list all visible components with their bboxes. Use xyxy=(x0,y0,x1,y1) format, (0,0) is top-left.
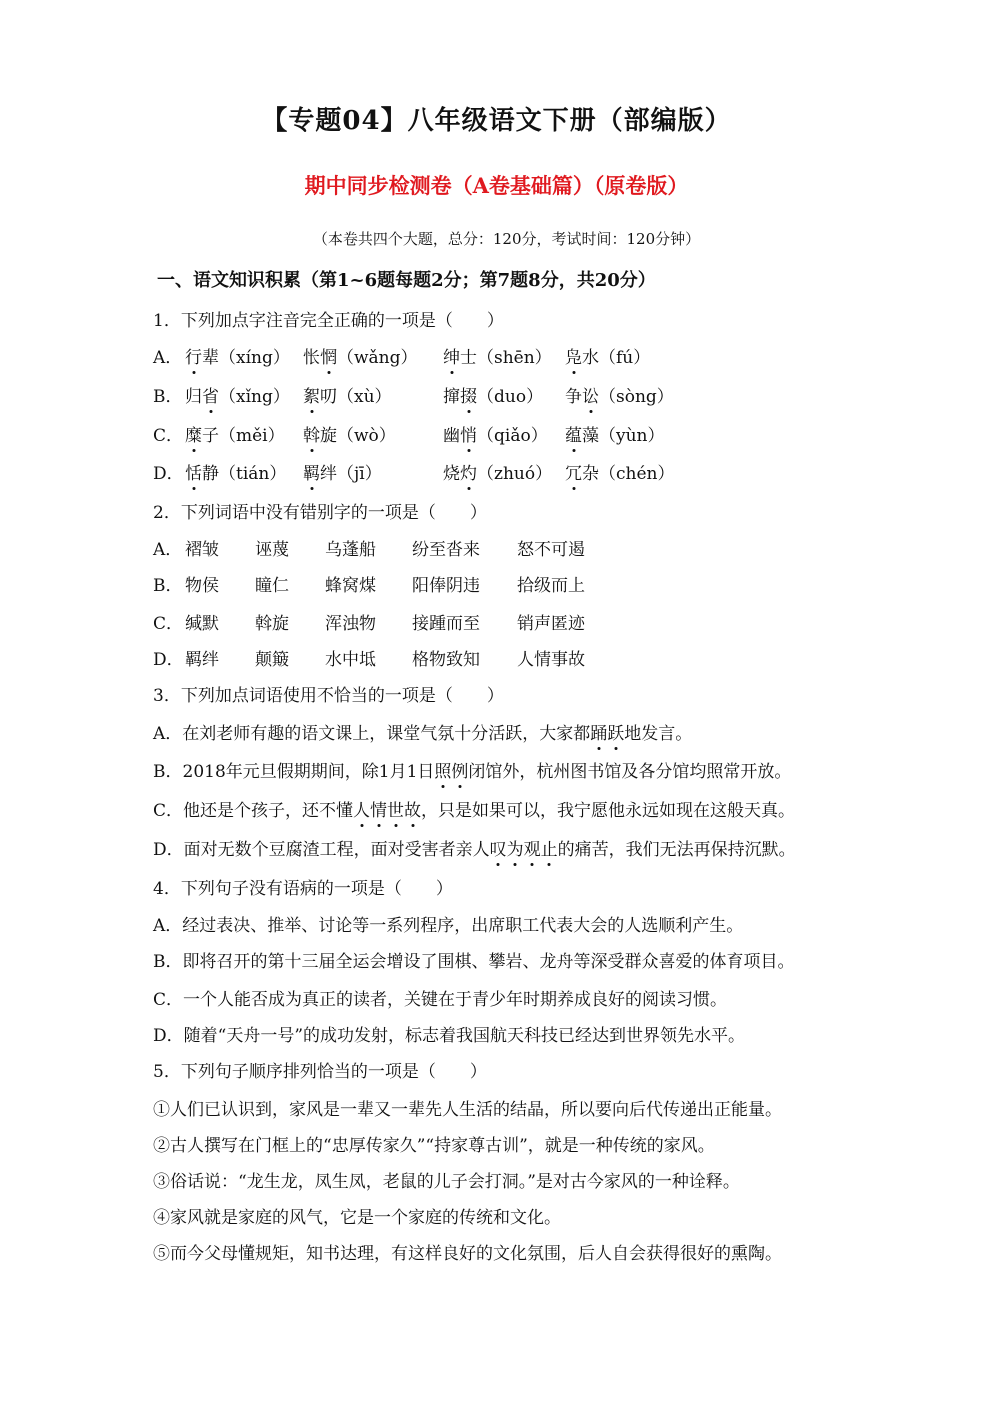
dotted-character: 掇 xyxy=(460,382,477,407)
option-text: 随着“天舟一号”的成功发射，标志着我国航天科技已经达到世界领先水平。 xyxy=(183,1026,746,1046)
option-label: B． xyxy=(153,762,183,782)
sentence-line: ③俗话说：“龙生龙，凤生凤，老鼠的儿子会打洞。”是对古今家风的一种诠释。 xyxy=(153,1172,740,1192)
dotted-phrase xyxy=(353,801,421,821)
option-word: 斡旋 xyxy=(255,614,289,634)
option-label: C． xyxy=(153,990,184,1010)
option-sentence: B．2018年元旦假期期间，除1月1日照例闭馆外，杭州图书馆及各分馆均照常开放。 xyxy=(153,757,791,782)
option-item: 恬静（tián） xyxy=(185,459,286,484)
section-heading: 一、语文知识积累（第1~6题每题2分；第7题8分，共20分） xyxy=(157,270,656,291)
option-item: 归省（xǐng） xyxy=(185,382,290,407)
option-word: 颠簸 xyxy=(255,650,289,670)
option-word: 水中坻 xyxy=(325,650,376,670)
dotted-phrase xyxy=(434,762,468,782)
option-text: 经过表决、推举、讨论等一系列程序，出席职工代表大会的人选顺利产生。 xyxy=(182,916,744,936)
option-item: 撺掇（duo） xyxy=(443,382,543,407)
dotted-character: 斡 xyxy=(303,421,320,446)
option-item: 烧灼（zhuó） xyxy=(443,459,552,484)
dotted-character: 省 xyxy=(202,382,219,407)
option-item: 絮叨（xù） xyxy=(303,382,392,407)
option-sentence xyxy=(153,911,743,936)
option-word: 羁绊 xyxy=(185,650,219,670)
option-word: 蜂窝煤 xyxy=(325,576,376,596)
option-sentence: A．在刘老师有趣的语文课上，课堂气氛十分活跃，大家都踊跃地发言。 xyxy=(153,719,692,744)
option-word: 乌蓬船 xyxy=(325,540,376,560)
option-label: C． xyxy=(153,426,184,446)
option-sentence: D．面对无数个豆腐渣工程，面对受害者亲人叹为观止的痛苦，我们无法再保持沉默。 xyxy=(153,835,796,860)
option-sentence xyxy=(153,1021,745,1046)
dotted-character: 跃 xyxy=(607,719,624,744)
option-item: 羁绊（jī） xyxy=(303,459,382,484)
dotted-character: 絮 xyxy=(303,382,320,407)
dotted-character: 例 xyxy=(451,757,468,782)
question-1-stem: 1．下列加点字注音完全正确的一项是（ ） xyxy=(153,311,504,331)
option-word: 诬蔑 xyxy=(255,540,289,560)
question-5-stem: 5．下列句子顺序排列恰当的一项是（ ） xyxy=(153,1062,487,1082)
option-item: 怅惘（wǎng） xyxy=(303,343,418,368)
dotted-character: 绅 xyxy=(443,343,460,368)
question-4-stem: 4．下列句子没有语病的一项是（ ） xyxy=(153,879,453,899)
dotted-character: 止 xyxy=(541,835,558,860)
option-word: 接踵而至 xyxy=(412,614,480,634)
dotted-character: 惘 xyxy=(320,343,337,368)
option-label: B． xyxy=(153,952,183,972)
option-word: 怒不可遏 xyxy=(517,540,585,560)
option-item: 斡旋（wò） xyxy=(303,421,396,446)
dotted-character: 人 xyxy=(353,796,370,821)
option-item: 糜子（měi） xyxy=(185,421,285,446)
sentence-line: ①人们已认识到，家风是一辈又一辈先人生活的结晶，所以要向后代传递出正能量。 xyxy=(153,1100,782,1120)
dotted-character: 冗 xyxy=(565,459,582,484)
sentence-line: ⑤而今父母懂规矩，知书达理，有这样良好的文化氛围，后人自会获得很好的熏陶。 xyxy=(153,1244,782,1264)
question-3-stem: 3．下列加点词语使用不恰当的一项是（ ） xyxy=(153,686,504,706)
option-label: B． xyxy=(153,387,183,407)
option-text: 即将召开的第十三届全运会增设了围棋、攀岩、龙舟等深受群众喜爱的体育项目。 xyxy=(182,952,795,972)
option-item: 冗杂（chén） xyxy=(565,459,674,484)
dotted-character: 为 xyxy=(507,835,524,860)
option-word: 浑浊物 xyxy=(325,614,376,634)
option-label: D． xyxy=(153,840,184,860)
exam-note: （本卷共四个大题，总分：120分，考试时间：120分钟） xyxy=(312,230,701,248)
sentence-line: ②古人撰写在门框上的“忠厚传家久”“持家尊古训”，就是一种传统的家风。 xyxy=(153,1136,715,1156)
option-word: 纷至沓来 xyxy=(412,540,480,560)
option-word: 销声匿迹 xyxy=(517,614,585,634)
dotted-character: 故 xyxy=(404,796,421,821)
option-word: 物侯 xyxy=(185,576,219,596)
question-2-stem: 2．下列词语中没有错别字的一项是（ ） xyxy=(153,503,487,523)
dotted-character: 情 xyxy=(370,796,387,821)
option-text: 一个人能否成为真正的读者，关键在于青少年时期养成良好的阅读习惯。 xyxy=(183,990,728,1010)
dotted-character: 行 xyxy=(185,343,202,368)
option-sentence: C．他还是个孩子，还不懂人情世故，只是如果可以，我宁愿他永远如现在这般天真。 xyxy=(153,796,795,821)
option-label: A． xyxy=(153,540,183,560)
option-word: 褶皱 xyxy=(185,540,219,560)
option-item: 凫水（fú） xyxy=(565,343,650,368)
option-label: C． xyxy=(153,614,184,634)
option-item: 行辈（xíng） xyxy=(185,343,290,368)
dotted-character: 照 xyxy=(434,757,451,782)
option-label: A． xyxy=(153,724,183,744)
option-label: A． xyxy=(153,348,183,368)
option-word: 拾级而上 xyxy=(517,576,585,596)
option-word: 格物致知 xyxy=(412,650,480,670)
dotted-phrase xyxy=(490,840,558,860)
dotted-character: 糜 xyxy=(185,421,202,446)
dotted-character: 蕴 xyxy=(565,421,582,446)
option-sentence xyxy=(153,947,795,972)
option-sentence xyxy=(153,985,727,1010)
option-label: D． xyxy=(153,650,184,670)
sentence-line: ④家风就是家庭的风气，它是一个家庭的传统和文化。 xyxy=(153,1208,561,1228)
option-label: D． xyxy=(153,1026,184,1046)
dotted-character: 悄 xyxy=(460,421,477,446)
option-item: 绅士（shēn） xyxy=(443,343,552,368)
option-label: D． xyxy=(153,464,184,484)
dotted-character: 观 xyxy=(524,835,541,860)
option-word: 缄默 xyxy=(185,614,219,634)
option-word: 阳俸阴违 xyxy=(412,576,480,596)
page-title: 【专题04】八年级语文下册（部编版） xyxy=(261,106,732,136)
page-subtitle: 期中同步检测卷（A卷基础篇）（原卷版） xyxy=(304,173,689,198)
dotted-character: 踊 xyxy=(590,719,607,744)
dotted-character: 世 xyxy=(387,796,404,821)
option-label: A． xyxy=(153,916,183,936)
option-word: 瞳仁 xyxy=(255,576,289,596)
option-item: 蕴藻（yùn） xyxy=(565,421,665,446)
dotted-character: 羁 xyxy=(303,459,320,484)
dotted-phrase xyxy=(590,724,624,744)
option-label: C． xyxy=(153,801,184,821)
dotted-character: 叹 xyxy=(490,835,507,860)
dotted-character: 凫 xyxy=(565,343,582,368)
option-item: 幽悄（qiǎo） xyxy=(443,421,548,446)
dotted-character: 灼 xyxy=(460,459,477,484)
dotted-character: 讼 xyxy=(582,382,599,407)
option-item: 争讼（sòng） xyxy=(565,382,674,407)
dotted-character: 恬 xyxy=(185,459,202,484)
option-word: 人情事故 xyxy=(517,650,585,670)
option-label: B． xyxy=(153,576,183,596)
